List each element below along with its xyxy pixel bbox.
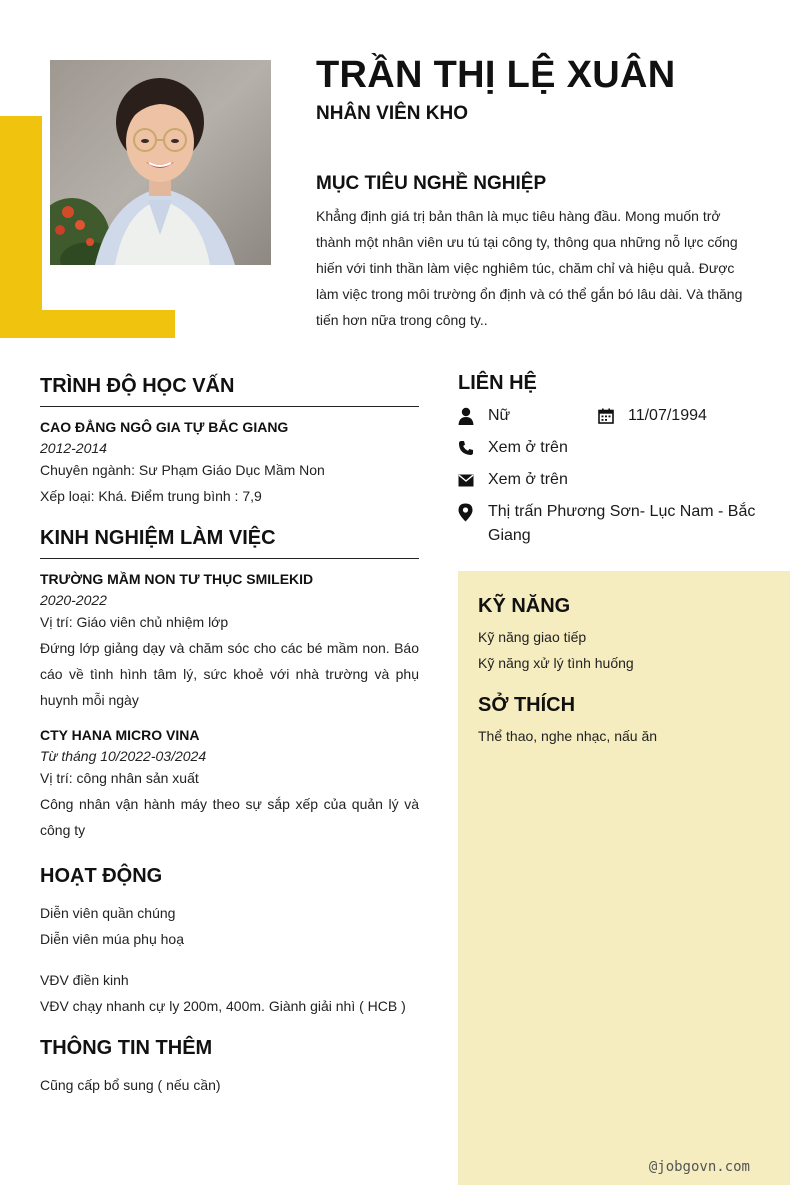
objective-heading: MỤC TIÊU NGHỀ NGHIỆP	[316, 173, 547, 194]
skill-item: Kỹ năng giao tiếp	[478, 629, 587, 645]
company-name: TRƯỜNG MẦM NON TƯ THỤC SMILEKID	[40, 571, 314, 587]
accent-bar-vertical	[0, 116, 42, 338]
education-entry	[40, 419, 419, 509]
experience-role: Vị trí: công nhân sản xuất	[40, 770, 199, 786]
birthday-row	[598, 404, 707, 428]
skills-panel-content	[478, 595, 768, 749]
hobbies-text: Thể thao, nghe nhạc, nấu ăn	[478, 728, 658, 744]
left-column	[40, 375, 419, 1098]
company-name: CTY HANA MICRO VINA	[40, 727, 200, 743]
address-row	[458, 500, 758, 548]
address-value: Thị trấn Phương Sơn- Lục Nam - Bắc Giang	[488, 503, 756, 544]
section-divider	[40, 406, 419, 407]
skills-panel	[458, 571, 790, 1185]
skills-list	[478, 624, 768, 676]
activity-item: Diễn viên quần chúng	[40, 905, 176, 921]
email-value: Xem ở trên	[488, 471, 568, 488]
gender-value: Nữ	[488, 407, 511, 424]
contact-heading: LIÊN HỆ	[458, 372, 537, 394]
accent-bar-horizontal	[0, 310, 175, 338]
activity-item: VĐV điền kinh	[40, 972, 129, 988]
activities-heading: HOẠT ĐỘNG	[40, 865, 163, 887]
experience-description: Công nhân vận hành máy theo sự sắp xếp của quản lý và công ty	[40, 796, 419, 838]
education-major: Chuyên ngành: Sư Phạm Giáo Dục Mầm Non	[40, 462, 325, 478]
education-heading: TRÌNH ĐỘ HỌC VẤN	[40, 375, 235, 397]
experience-entry	[40, 727, 419, 843]
education-grade: Xếp loại: Khá. Điểm trung bình : 7,9	[40, 488, 262, 504]
school-name: CAO ĐẲNG NGÔ GIA TỰ BẮC GIANG	[40, 419, 289, 435]
experience-period: Từ tháng 10/2022-03/2024	[40, 748, 207, 764]
profile-photo	[50, 60, 271, 265]
location-pin-icon	[458, 500, 488, 524]
section-divider	[40, 558, 419, 559]
experience-description: Đứng lớp giảng dạy và chăm sóc cho các bé mầm non. Báo cáo về tình hình tâm lý, sức khoẻ với nhà trường và phụ huynh mỗi ngày	[40, 640, 419, 708]
contact-section	[458, 372, 768, 544]
activities-group	[40, 967, 419, 1019]
job-position: NHÂN VIÊN KHO	[316, 103, 469, 124]
experience-role: Vị trí: Giáo viên chủ nhiệm lớp	[40, 614, 229, 630]
experience-heading: KINH NGHIỆM LÀM VIỆC	[40, 527, 276, 549]
additional-info-text: Cũng cấp bổ sung ( nếu cần)	[40, 1077, 221, 1093]
hobbies-heading: SỞ THÍCH	[478, 694, 576, 716]
phone-row	[458, 436, 568, 460]
watermark: @jobgovn.com	[648, 1159, 750, 1175]
activity-item: Diễn viên múa phụ hoạ	[40, 931, 184, 947]
skills-heading: KỸ NĂNG	[478, 595, 571, 617]
skill-item: Kỹ năng xử lý tình huống	[478, 655, 634, 671]
objective-text: Khẳng định giá trị bản thân là mục tiêu hàng đầu. Mong muốn trở thành một nhân viên ưu tú tại công ty, thông qua những nỗ lực cống hiến với tinh thần làm việc nghiêm túc, chăm chỉ và hiệu quả. Được làm việc trong môi trường ổn định và có thể gắn bó lâu dài. Và thăng tiến hơn nữa trong công ty..	[316, 208, 743, 328]
person-icon	[458, 404, 488, 428]
email-row	[458, 468, 568, 492]
gender-row	[458, 404, 510, 428]
experience-entry	[40, 571, 419, 713]
calendar-icon	[598, 404, 628, 428]
birthday-value: 11/07/1994	[628, 407, 707, 424]
envelope-icon	[458, 468, 488, 492]
activities-group	[40, 900, 419, 952]
activity-item: VĐV chạy nhanh cự ly 200m, 400m. Giành giải nhì ( HCB )	[40, 998, 406, 1014]
candidate-name: TRẦN THỊ LỆ XUÂN	[316, 54, 676, 96]
education-years: 2012-2014	[40, 440, 107, 456]
experience-period: 2020-2022	[40, 592, 107, 608]
additional-info-heading: THÔNG TIN THÊM	[40, 1037, 213, 1059]
phone-value: Xem ở trên	[488, 439, 568, 456]
phone-icon	[458, 436, 488, 460]
